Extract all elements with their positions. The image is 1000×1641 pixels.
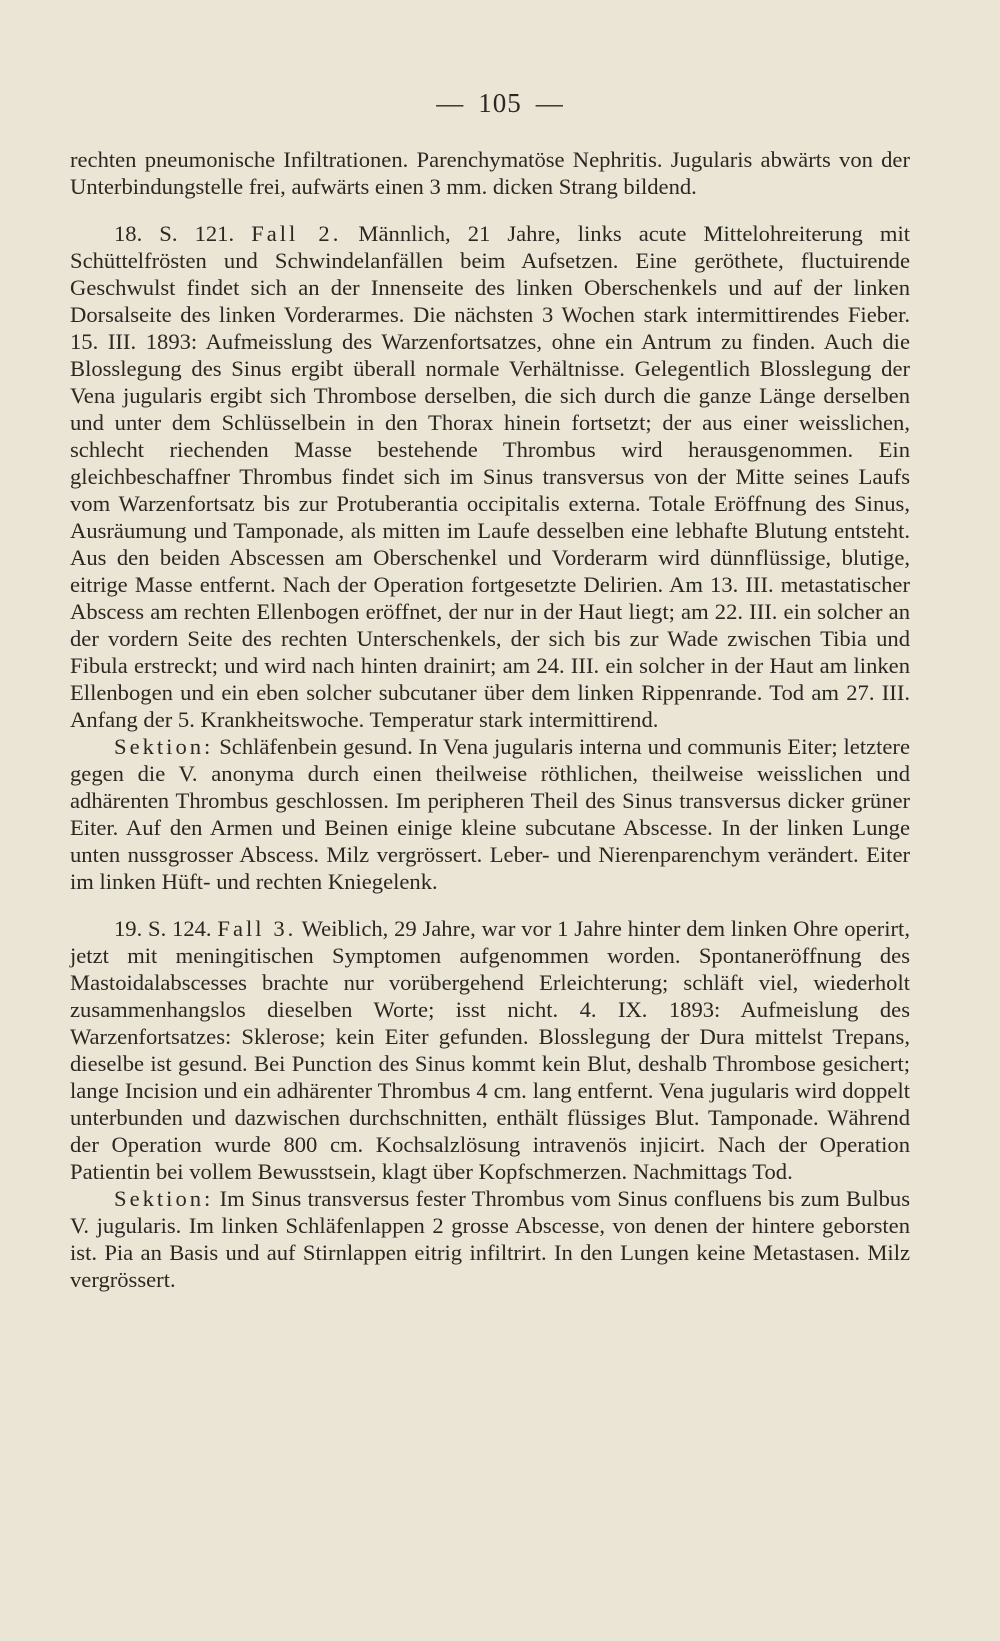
- page-number-dash-right: —: [535, 88, 564, 118]
- case-18-sektion-paragraph: [70, 733, 910, 895]
- paragraph-gap: [70, 895, 910, 915]
- paragraph-gap: [70, 200, 910, 220]
- case-19-paragraph: [70, 915, 910, 1185]
- case-19-fall: Fall 3.: [217, 916, 297, 941]
- page-number: 105: [478, 88, 522, 118]
- case-19-sektion-label: Sektion:: [114, 1186, 214, 1211]
- body-text: [70, 146, 910, 1293]
- case-18-sektion-label: Sektion:: [114, 734, 214, 759]
- paragraph-continuation: rechten pneumonische Infiltrationen. Parenchymatöse Nephritis. Jugularis abwärts von der Unterbindungstelle frei, aufwärts einen 3 mm. dicken Strang bildend.: [70, 147, 910, 199]
- case-19-sektion-paragraph: [70, 1185, 910, 1293]
- page-number-header: [0, 88, 1000, 119]
- case-18-paragraph: [70, 220, 910, 733]
- page-number-dash-left: —: [436, 88, 465, 118]
- case-19-number: 19. S. 124.: [114, 916, 212, 941]
- case-18-number: 18. S. 121.: [114, 221, 235, 246]
- case-19-sektion-text: Im Sinus transversus fester Thrombus vom Sinus confluens bis zum Bulbus V. jugularis. Im linken Schläfenlappen 2 grosse Abscesse, von denen der hintere geborsten ist. Pia an Basis und auf Stirnlappen eitrig infiltrirt. In den Lungen keine Metastasen. Milz vergrössert.: [70, 1186, 910, 1292]
- case-18-fall: Fall 2.: [251, 221, 342, 246]
- case-18-text: Männlich, 21 Jahre, links acute Mittelohreiterung mit Schüttelfrösten und Schwindelanfällen beim Aufsetzen. Eine geröthete, fluctuirende Geschwulst findet sich an der Innenseite des linken Oberschenkels und auf der linken Dorsalseite des linken Vorderarmes. Die nächsten 3 Wochen stark intermittirendes Fieber. 15. III. 1893: Aufmeisslung des Warzenfortsatzes, ohne ein Antrum zu finden. Auch die Blosslegung des Sinus ergibt überall normale Verhältnisse. Gelegentlich Blosslegung der Vena jugularis ergibt sich Thrombose derselben, die sich durch die ganze Länge derselben und unter dem Schlüsselbein in den Thorax hinein fortsetzt; der aus einer weisslichen, schlecht riechenden Masse bestehende Thrombus wird herausgenommen. Ein gleichbeschaffner Thrombus findet sich im Sinus transversus von der Mitte seines Laufs vom Warzenfortsatz bis zur Protuberantia occipitalis externa. Totale Eröffnung des Sinus, Ausräumung und Tamponade, als mitten im Laufe desselben eine lebhafte Blutung entsteht. Aus den beiden Abscessen am Oberschenkel und Vorderarm wird dünnflüssige, blutige, eitrige Masse entfernt. Nach der Operation fortgesetzte Delirien. Am 13. III. metastatischer Abscess am rechten Ellenbogen eröffnet, der nur in der Haut liegt; am 22. III. ein solcher an der vordern Seite des rechten Unterschenkels, der sich bis zur Wade zwischen Tibia und Fibula erstreckt; und wird nach hinten drainirt; am 24. III. ein solcher in der Haut am linken Ellenbogen und ein eben solcher subcutaner über dem linken Rippenrande. Tod am 27. III. Anfang der 5. Krankheitswoche. Temperatur stark intermittirend.: [70, 221, 911, 732]
- case-18-sektion-text: Schläfenbein gesund. In Vena jugularis interna und communis Eiter; letztere gegen die V. anonyma durch einen theilweise röthlichen, theilweise weisslichen und adhärenten Thrombus geschlossen. Im peripheren Theil des Sinus transversus dicker grüner Eiter. Auf den Armen und Beinen einige kleine subcutane Abscesse. In der linken Lunge unten nussgrosser Abscess. Milz vergrössert. Leber- und Nierenparenchym verändert. Eiter im linken Hüft- und rechten Kniegelenk.: [70, 734, 910, 894]
- case-19-text: Weiblich, 29 Jahre, war vor 1 Jahre hinter dem linken Ohre operirt, jetzt mit meningitischen Symptomen aufgenommen worden. Spontaneröffnung des Mastoidalabscesses brachte nur vorübergehend Erleichterung; schläft viel, wiederholt zusammenhangslos dieselben Worte; isst nicht. 4. IX. 1893: Aufmeislung des Warzenfortsatzes: Sklerose; kein Eiter gefunden. Blosslegung der Dura mittelst Trepans, dieselbe ist gesund. Bei Punction des Sinus kommt kein Blut, deshalb Thrombose gesichert; lange Incision und ein adhärenter Thrombus 4 cm. lang entfernt. Vena jugularis wird doppelt unterbunden und dazwischen durchschnitten, enthält flüssiges Blut. Tamponade. Während der Operation wurde 800 cm. Kochsalzlösung intravenös injicirt. Nach der Operation Patientin bei vollem Bewusstsein, klagt über Kopfschmerzen. Nachmittags Tod.: [70, 916, 910, 1184]
